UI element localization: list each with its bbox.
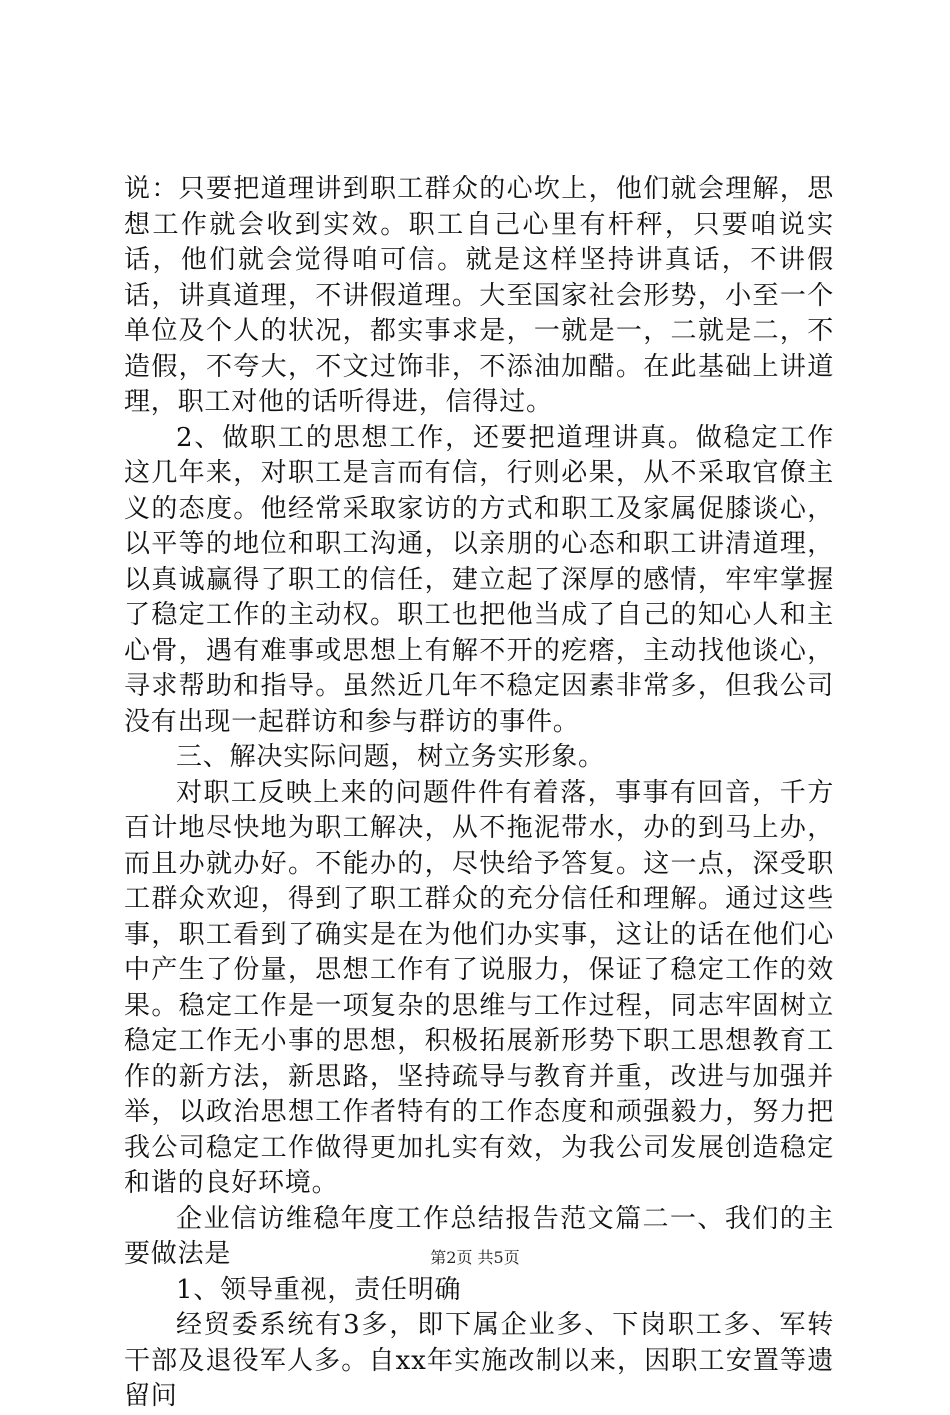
section-heading-3: 三、解决实际问题，树立务实形象。 xyxy=(176,742,605,772)
paragraph-section-3-body: 对职工反映上来的问题件件有着落，事事有回音，千方百计地尽快地为职工解决，从不拖泥带水，办的到马上办，而且办就办好。不能办的，尽快给予答复。这一点，深受职工群众欢迎，得到了职工群众的充分信任和理解。通过这些事，职工看到了确实是在为他们办实事，这让的话在他们心中产生了份量，思想工作有了说服力，保证了稳定工作的效果。稳定工作是一项复杂的思维与工作过程，同志牢固树立稳定工作无小事的思想，积极拓展新形势下职工思想教育工作的新方法，新思路，坚持疏导与教育并重，改进与加强并举，以政治思想工作者特有的工作态度和顽强毅力，努力把我公司稳定工作做得更加扎实有效，为我公司发展创造稳定和谐的良好环境。 xyxy=(124,777,834,1198)
document-body xyxy=(124,172,834,1415)
page-number-footer: 第2页 共5页 xyxy=(430,1248,520,1267)
paragraph-item-1-body: 经贸委系统有3多，即下属企业多、下岗职工多、军转干部及退役军人多。自xx年实施改制以来，因职工安置等遗留问 xyxy=(124,1310,834,1411)
article-2-heading: 企业信访维稳年度工作总结报告范文篇二一、我们的主要做法是 xyxy=(124,1203,834,1269)
subheading-item-1: 1、领导重视，责任明确 xyxy=(176,1274,462,1305)
paragraph-continuation: 说：只要把道理讲到职工群众的心坎上，他们就会理解，思想工作就会收到实效。职工自己心里有杆秤，只要咱说实话，他们就会觉得咱可信。就是这样坚持讲真话，不讲假话，讲真道理，不讲假道理。大至国家社会形势，小至一个单位及个人的状况，都实事求是，一就是一，二就是二，不造假，不夸大，不文过饰非，不添油加醋。在此基础上讲道理，职工对他的话听得进，信得过。 xyxy=(124,174,834,417)
paragraph-item-2: 2、做职工的思想工作，还要把道理讲真。做稳定工作这几年来，对职工是言而有信，行则必果，从不采取官僚主义的态度。他经常采取家访的方式和职工及家属促膝谈心，以平等的地位和职工沟通，以亲朋的心态和职工讲清道理，以真诚赢得了职工的信任，建立起了深厚的感情，牢牢掌握了稳定工作的主动权。职工也把他当成了自己的知心人和主心骨，遇有难事或思想上有解不开的疙瘩，主动找他谈心，寻求帮助和指导。虽然近几年不稳定因素非常多，但我公司没有出现一起群访和参与群访的事件。 xyxy=(124,422,834,737)
